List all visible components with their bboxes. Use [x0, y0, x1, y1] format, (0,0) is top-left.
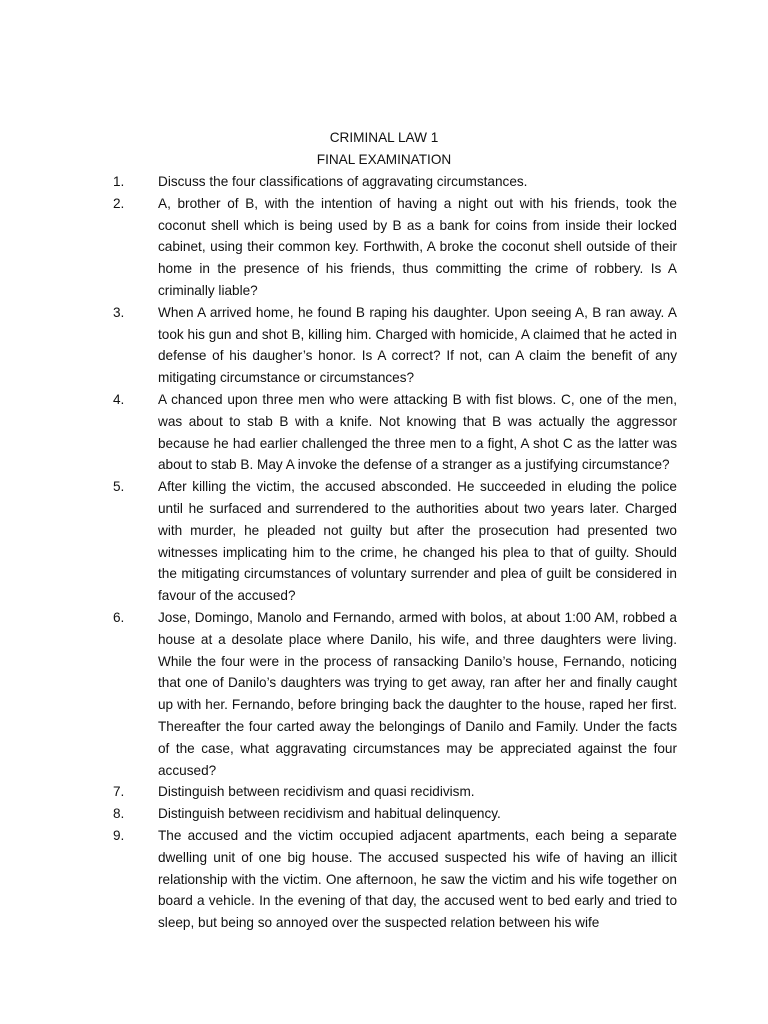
question-text: Distinguish between recidivism and quasi recidivism. [158, 784, 475, 800]
question-item [113, 781, 677, 803]
exam-title: FINAL EXAMINATION [316, 151, 452, 167]
question-text: When A arrived home, he found B raping his daughter. Upon seeing A, B ran away. A took his gun and shot B, killing him. Charged with homicide, A claimed that he acted in defense of his daugher’s honor. Is A correct? If not, can A claim the benefit of any mitigating circumstance or circumstances? [158, 304, 677, 386]
question-item [113, 302, 677, 389]
question-number: 6. [113, 609, 125, 625]
course-title: CRIMINAL LAW 1 [329, 130, 439, 145]
question-item [113, 389, 677, 476]
question-text: A, brother of B, with the intention of having a night out with his friends, took the coconut shell which is being used by B as a bank for coins from inside their locked cabinet, using their common key. Forthwith, A broke the coconut shell outside of their home in the presence of his friends, thus committing the crime of robbery. Is A criminally liable? [158, 195, 677, 298]
question-item [113, 476, 677, 607]
exam-header [0, 127, 768, 171]
question-number: 3. [113, 304, 125, 320]
question-item [113, 607, 677, 781]
question-text: Discuss the four classifications of aggravating circumstances. [158, 174, 528, 189]
question-number: 8. [113, 806, 125, 822]
question-number: 9. [113, 827, 125, 843]
question-item [113, 803, 677, 825]
question-item [113, 825, 677, 934]
question-text: After killing the victim, the accused absconded. He succeeded in eluding the police until he surfaced and surrendered to the authorities about two years later. Charged with murder, he pleaded not guilty but after the prosecution had presented two witnesses implicating him to the crime, he changed his plea to that of guilty. Should the mitigating circumstances of voluntary surrender and plea of guilt be considered in favour of the accused? [158, 479, 677, 604]
question-item [113, 171, 677, 193]
question-list [113, 171, 677, 934]
question-number: 1. [113, 174, 125, 189]
question-text: Jose, Domingo, Manolo and Fernando, armed with bolos, at about 1:00 AM, robbed a house at a desolate place where Danilo, his wife, and three daughters were living. While the four were in the process of ransacking Danilo’s house, Fernando, noticing that one of Danilo’s daughters was trying to get away, ran after her and finally caught up with her. Fernando, before bringing back the daughter to the house, raped her first. Thereafter the four carted away the belongings of Danilo and Family. Under the facts of the case, what aggravating circumstances may be appreciated against the four accused? [158, 609, 677, 778]
question-text: Distinguish between recidivism and habitual delinquency. [158, 806, 501, 822]
question-number: 4. [113, 391, 125, 407]
question-text: A chanced upon three men who were attacking B with fist blows. C, one of the men, was about to stab B with a knife. Not knowing that B was actually the aggressor because he had earlier challenged the three men to a fight, A shot C as the latter was about to stab B. May A invoke the defense of a stranger as a justifying circumstance? [158, 391, 677, 473]
question-number: 2. [113, 195, 125, 211]
question-text: The accused and the victim occupied adjacent apartments, each being a separate dwelling unit of one big house. The accused suspected his wife of having an illicit relationship with the victim. One afternoon, he saw the victim and his wife together on board a vehicle. In the evening of that day, the accused went to bed early and tried to sleep, but being so annoyed over the suspected relation between his wife [158, 827, 677, 931]
question-item [113, 193, 677, 302]
question-number: 5. [113, 479, 125, 495]
question-number: 7. [113, 784, 125, 800]
